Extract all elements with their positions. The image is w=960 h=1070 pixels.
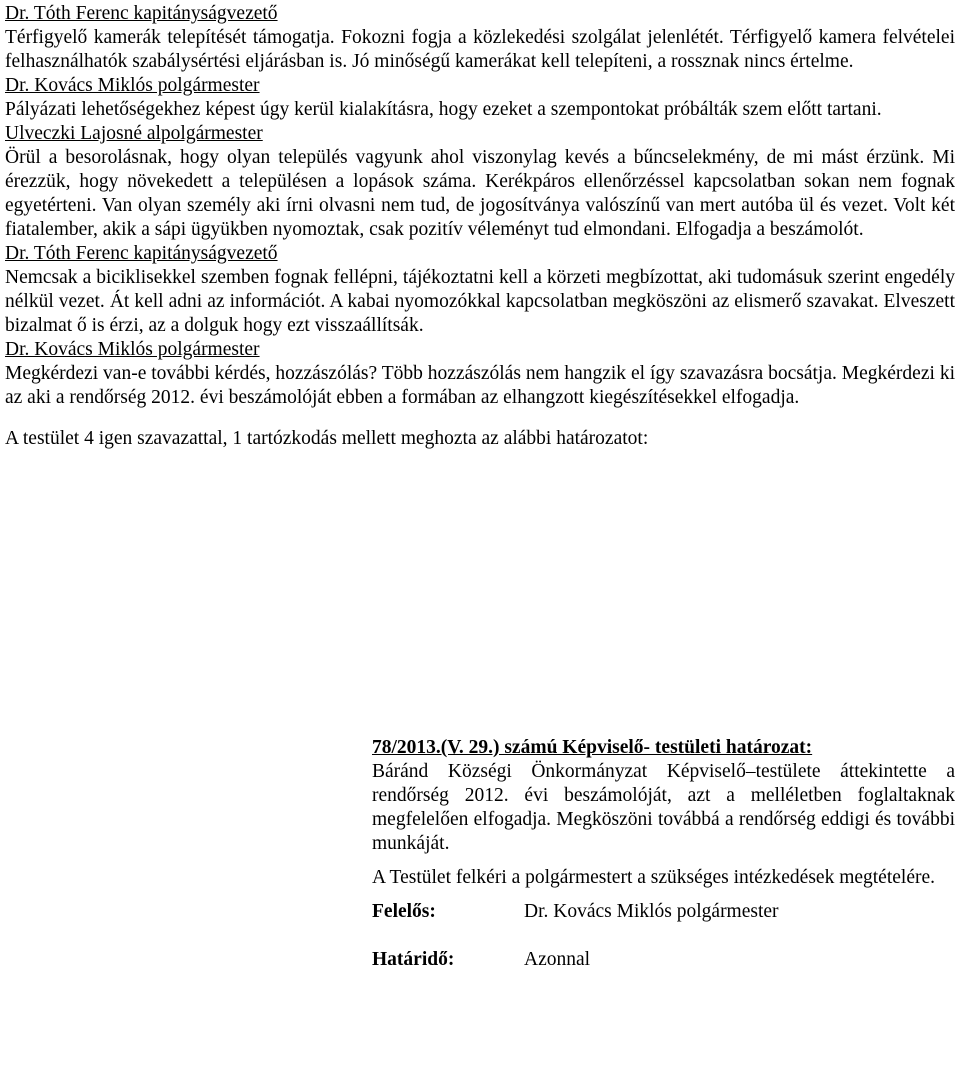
speech-text: Nemcsak a biciklisekkel szemben fognak fellépni, tájékoztatni kell a körzeti megbízottat, aki tudomásuk szerint engedély nélkül vezet. Át kell adni az információt. A kabai nyomozókkal kapcsolatban megköszöni az elismerő szavakat. Elveszett bizalmat ő is érzi, az a dolguk hogy ezt visszaállítsák. — [5, 267, 955, 336]
entry-3 — [5, 122, 955, 242]
resolution-title: 78/2013.(V. 29.) számú Képviselő- testületi határozat: — [372, 737, 813, 758]
vote-summary: A testület 4 igen szavazattal, 1 tartózkodás mellett meghozta az alábbi határozatot: — [5, 428, 649, 449]
speaker-name: Dr. Tóth Ferenc kapitányságvezető — [5, 3, 278, 24]
entry-4 — [5, 242, 955, 338]
responsible-field — [372, 900, 955, 924]
speech-text: Pályázati lehetőségekhez képest úgy kerül kialakításra, hogy ezeket a szempontokat próbálták szem előtt tartani. — [5, 99, 882, 120]
entry-2 — [5, 74, 955, 122]
deadline-value: Azonnal — [524, 949, 591, 970]
speaker-name: Dr. Tóth Ferenc kapitányságvezető — [5, 243, 278, 264]
speaker-name: Dr. Kovács Miklós polgármester — [5, 75, 260, 96]
speech-text: Megkérdezi van-e további kérdés, hozzászólás? Több hozzászólás nem hangzik el így szavazásra bocsátja. Megkérdezi ki az aki a rendőrség 2012. évi beszámolóját ebben a formában az elhangzott kiegészítésekkel elfogadja. — [5, 363, 955, 408]
speech-text: Térfigyelő kamerák telepítését támogatja. Fokozni fogja a közlekedési szolgálat jelenlétét. Térfigyelő kamera felvételei felhasználhatók szabálysértési eljárásban is. Jó minőségű kamerákat kell telepíteni, a rossznak nincs értelme. — [5, 27, 955, 72]
entry-1 — [5, 2, 955, 74]
speaker-name: Dr. Kovács Miklós polgármester — [5, 339, 260, 360]
responsible-value: Dr. Kovács Miklós polgármester — [524, 901, 779, 922]
deadline-field — [372, 948, 955, 972]
minutes-page — [5, 2, 955, 451]
entry-5 — [5, 338, 955, 410]
speaker-name: Ulveczki Lajosné alpolgármester — [5, 123, 263, 144]
resolution-body: Báránd Községi Önkormányzat Képviselő–testülete áttekintette a rendőrség 2012. évi beszámolóját, azt a melléletben foglaltaknak megfelelően elfogadja. Megköszöni továbbá a rendőrség eddigi és további munkáját. — [372, 761, 955, 854]
deadline-label: Határidő: — [372, 949, 455, 970]
resolution-request: A Testület felkéri a polgármestert a szükséges intézkedések megtételére. — [372, 867, 936, 888]
vote-summary-block — [5, 427, 955, 451]
resolution-block — [372, 736, 955, 972]
speech-text: Örül a besorolásnak, hogy olyan település vagyunk ahol viszonylag kevés a bűncselekmény, de mi mást érzünk. Mi érezzük, hogy növekedett a településen a lopások száma. Kerékpáros ellenőrzéssel kapcsolatban sokan nem fognak egyetérteni. Van olyan személy aki írni olvasni nem tud, de jogosítványa valószínű van mert autóba ül és vezet. Volt két fiatalember, akik a sápi ügyükben nyomoztak, csak pozitív véleményt tud elmondani. Elfogadja a beszámolót. — [5, 147, 955, 240]
responsible-label: Felelős: — [372, 901, 436, 922]
